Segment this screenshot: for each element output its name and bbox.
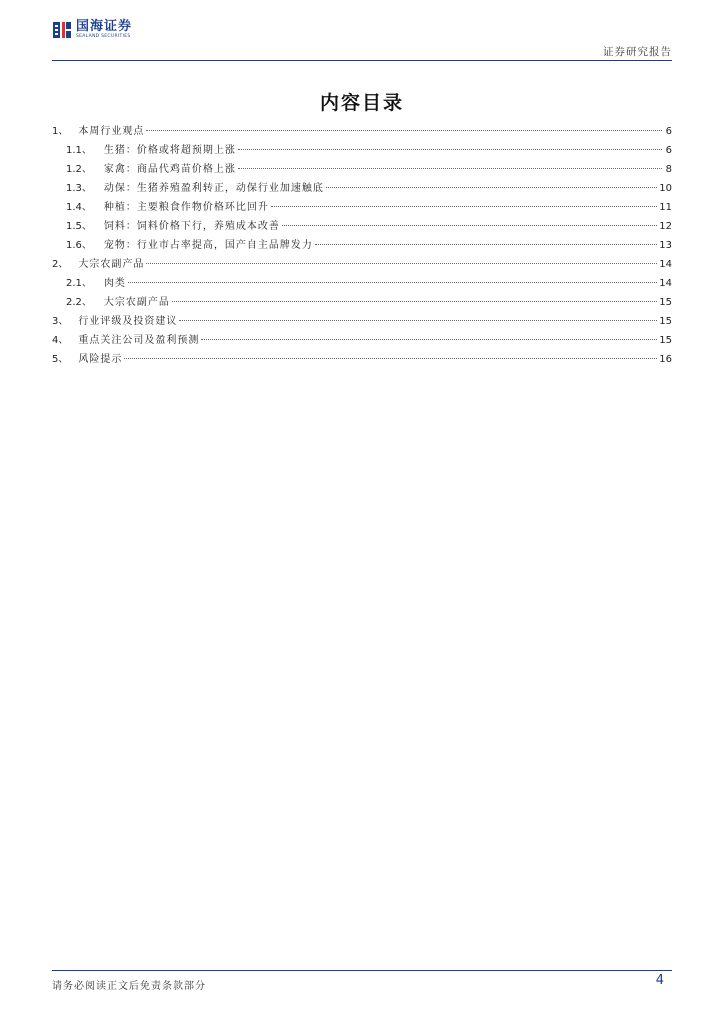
toc-entry-page: 11	[659, 202, 672, 213]
logo-name-cn: 国海证券	[76, 19, 133, 35]
toc-entry-page: 14	[659, 259, 672, 270]
toc-dot-leader	[201, 339, 657, 340]
header-divider	[52, 60, 672, 61]
toc-entry[interactable]	[52, 274, 672, 293]
footer-divider	[52, 970, 672, 971]
toc-entry[interactable]	[52, 350, 672, 369]
footer-disclaimer: 请务必阅读正文后免责条款部分	[52, 981, 206, 992]
page-header	[52, 18, 672, 62]
table-of-contents	[52, 122, 672, 369]
logo-name-en: SEALAND SECURITIES	[76, 34, 131, 40]
toc-entry-number: 2、	[52, 259, 69, 270]
toc-dot-leader	[172, 301, 657, 302]
toc-dot-leader	[146, 263, 657, 264]
toc-entry-number: 1.4、	[66, 202, 92, 213]
toc-entry-page: 6	[665, 126, 672, 137]
toc-entry-label: 饲料：饲料价格下行，养殖成本改善	[103, 221, 280, 232]
toc-entry-number: 1.6、	[66, 240, 92, 251]
toc-entry[interactable]	[52, 160, 672, 179]
toc-entry-page: 8	[665, 164, 672, 175]
toc-entry-label: 动保：生猪养殖盈利转正，动保行业加速触底	[103, 183, 324, 194]
toc-entry-label: 本周行业观点	[78, 126, 145, 137]
toc-entry-number: 4、	[52, 335, 69, 346]
toc-entry[interactable]	[52, 255, 672, 274]
toc-entry-label: 宠物：行业市占率提高，国产自主品牌发力	[103, 240, 313, 251]
toc-entry[interactable]	[52, 141, 672, 160]
toc-entry[interactable]	[52, 122, 672, 141]
toc-entry[interactable]	[52, 179, 672, 198]
toc-entry-page: 14	[659, 278, 672, 289]
toc-entry-number: 2.1、	[66, 278, 92, 289]
toc-dot-leader	[315, 244, 657, 245]
toc-entry-label: 行业评级及投资建议	[78, 316, 178, 327]
toc-entry-number: 3、	[52, 316, 69, 327]
logo-text	[76, 20, 132, 40]
toc-entry-number: 1.3、	[66, 183, 92, 194]
toc-entry-page: 6	[665, 145, 672, 156]
toc-entry-label: 肉类	[103, 278, 126, 289]
toc-entry-page: 15	[659, 335, 672, 346]
toc-entry-page: 15	[659, 297, 672, 308]
toc-dot-leader	[326, 187, 657, 188]
toc-entry[interactable]	[52, 331, 672, 350]
toc-entry-number: 1.5、	[66, 221, 92, 232]
toc-entry-label: 家禽：商品代鸡苗价格上涨	[103, 164, 236, 175]
toc-entry-page: 10	[659, 183, 672, 194]
sealand-logo-icon	[52, 20, 72, 40]
toc-dot-leader	[238, 149, 662, 150]
toc-entry-page: 13	[659, 240, 672, 251]
toc-entry-label: 重点关注公司及盈利预测	[78, 335, 200, 346]
toc-entry-number: 5、	[52, 354, 69, 365]
toc-dot-leader	[124, 358, 657, 359]
toc-entry[interactable]	[52, 217, 672, 236]
toc-entry-label: 大宗农副产品	[103, 297, 170, 308]
toc-entry-label: 风险提示	[78, 354, 123, 365]
toc-entry[interactable]	[52, 293, 672, 312]
toc-title: 内容目录	[319, 92, 404, 114]
toc-entry-number: 2.2、	[66, 297, 92, 308]
toc-entry-number: 1.1、	[66, 145, 92, 156]
toc-entry-label: 种植：主要粮食作物价格环比回升	[103, 202, 269, 213]
toc-entry-page: 15	[659, 316, 672, 327]
toc-entry-label: 生猪：价格或将超预期上涨	[103, 145, 236, 156]
toc-dot-leader	[128, 282, 657, 283]
toc-dot-leader	[238, 168, 662, 169]
toc-dot-leader	[179, 320, 657, 321]
toc-entry[interactable]	[52, 198, 672, 217]
toc-entry-page: 16	[659, 354, 672, 365]
toc-entry-page: 12	[659, 221, 672, 232]
toc-dot-leader	[271, 206, 657, 207]
toc-entry-number: 1、	[52, 126, 69, 137]
page-number: 4	[655, 973, 664, 988]
company-logo	[52, 20, 132, 40]
report-type-label: 证券研究报告	[603, 46, 672, 58]
toc-dot-leader	[282, 225, 657, 226]
toc-entry[interactable]	[52, 312, 672, 331]
toc-entry-label: 大宗农副产品	[78, 259, 145, 270]
toc-entry[interactable]	[52, 236, 672, 255]
toc-dot-leader	[146, 130, 662, 131]
toc-entry-number: 1.2、	[66, 164, 92, 175]
